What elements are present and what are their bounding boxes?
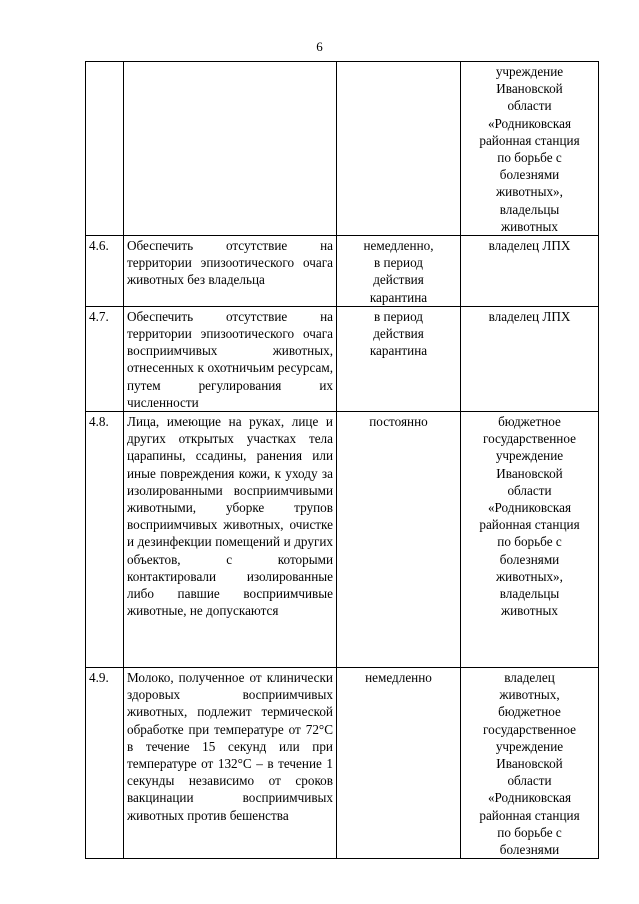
responsible-cell: владелец ЛПХ xyxy=(461,306,599,411)
table-row xyxy=(86,306,599,411)
page-number: 6 xyxy=(316,39,323,54)
table-row xyxy=(86,236,599,307)
measure-cell: Обеспечить отсутствие на территории эпизоотического очага восприимчивых животных, отнесенных к охотничьим ресурсам, путем регулирования их численности xyxy=(124,306,337,411)
responsible-cell: бюджетное государственное учреждение Ивановской области «Родниковская районная станция по борьбе с болезнями животных», владельцы животных xyxy=(461,412,599,668)
table-row xyxy=(86,668,599,859)
item-number-cell: 4.6. xyxy=(86,236,124,307)
measure-cell xyxy=(124,62,337,236)
measure-cell: Обеспечить отсутствие на территории эпизоотического очага животных без владельца xyxy=(124,236,337,307)
item-number-cell: 4.7. xyxy=(86,306,124,411)
responsible-cell: учреждение Ивановской области «Родниковская районная станция по борьбе с болезнями животных», владельцы животных xyxy=(461,62,599,236)
term-cell: в период действия карантина xyxy=(337,306,461,411)
item-number-cell xyxy=(86,62,124,236)
table-row xyxy=(86,62,599,236)
item-number-cell: 4.9. xyxy=(86,668,124,859)
responsible-cell: владелец ЛПХ xyxy=(461,236,599,307)
term-cell: постоянно xyxy=(337,412,461,668)
term-cell: немедленно xyxy=(337,668,461,859)
term-cell xyxy=(337,62,461,236)
table-row xyxy=(86,412,599,668)
measure-cell: Лица, имеющие на руках, лице и других открытых участках тела царапины, ссадины, ранения или иные повреждения кожи, к уходу за изолированными восприимчивыми животными, уборке трупов восприимчивых животных, очистке и дезинфекции помещений и других объектов, с которыми контактировали изолированные либо павшие восприимчивые животные, не допускаются xyxy=(124,412,337,668)
measures-table xyxy=(85,61,599,859)
responsible-cell: владелец животных, бюджетное государственное учреждение Ивановской области «Родниковская районная станция по борьбе с болезнями xyxy=(461,668,599,859)
measure-cell: Молоко, полученное от клинически здоровых восприимчивых животных, подлежит термической обработке при температуре от 72°С в течение 15 секунд или при температуре от 132°С – в течение 1 секунды независимо от сроков вакцинации восприимчивых животных против бешенства xyxy=(124,668,337,859)
term-cell: немедленно, в период действия карантина xyxy=(337,236,461,307)
item-number-cell: 4.8. xyxy=(86,412,124,668)
